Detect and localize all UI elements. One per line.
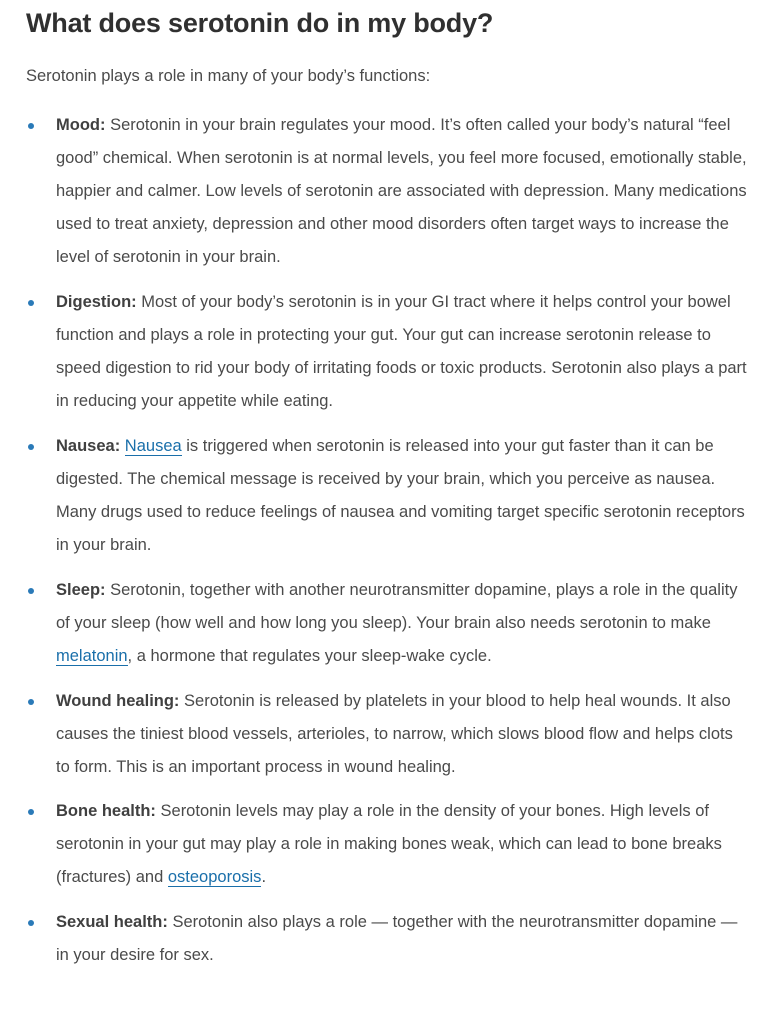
bullet-icon xyxy=(28,444,34,450)
bullet-icon xyxy=(28,123,34,129)
bullet-icon xyxy=(28,300,34,306)
page-title: What does serotonin do in my body? xyxy=(26,8,494,38)
link-nausea[interactable]: Nausea xyxy=(124,436,182,455)
bullet-icon xyxy=(28,809,34,815)
link-melatonin[interactable]: melatonin xyxy=(56,646,128,665)
list-item xyxy=(26,906,748,972)
list-item xyxy=(26,685,748,784)
list-item xyxy=(26,286,748,418)
link-osteoporosis[interactable]: osteoporosis xyxy=(167,868,262,887)
item-term: Bone health: xyxy=(56,802,156,821)
item-text-after: , a hormone that regulates your sleep-wake cycle. xyxy=(127,646,492,665)
functions-list xyxy=(26,109,757,972)
item-text: Serotonin also plays a role — together with the neurotransmitter dopamine — in your desire for sex. xyxy=(56,913,738,965)
item-text: Serotonin, together with another neurotransmitter dopamine, plays a role in the quality of your sleep (how well and how long you sleep). Your brain also needs serotonin to make xyxy=(56,580,738,632)
list-item xyxy=(26,109,748,274)
item-term: Mood: xyxy=(56,116,106,134)
item-text: Serotonin in your brain regulates your mood. It’s often called your body’s natural “feel good” chemical. When serotonin is at normal levels, you feel more focused, emotionally stable, happier and calmer. Low levels of serotonin are associated with depression. Many medications used to treat anxiety, depression and other mood disorders often target ways to increase the level of serotonin in your brain. xyxy=(56,116,747,267)
list-item xyxy=(26,574,748,673)
item-term: Wound healing: xyxy=(56,691,180,710)
item-term: Sexual health: xyxy=(56,913,168,932)
list-item xyxy=(26,795,748,894)
bullet-icon xyxy=(28,920,34,926)
list-item xyxy=(26,430,748,562)
item-text: Most of your body’s serotonin is in your GI tract where it helps control your bowel function and plays a role in protecting your gut. Your gut can increase serotonin release to speed digestion to rid your body of irritating foods or toxic products. Serotonin also plays a part in reducing your appetite while eating. xyxy=(56,292,747,411)
intro-paragraph: Serotonin plays a role in many of your body’s functions: xyxy=(26,67,431,85)
item-text-after: is triggered when serotonin is released into your gut faster than it can be digested. The chemical message is received by your brain, which you perceive as nausea. Many drugs used to reduce feelings of nausea and vomiting target specific serotonin receptors in your brain. xyxy=(56,436,745,555)
item-text-after: . xyxy=(261,868,267,887)
item-term: Nausea: xyxy=(56,436,121,455)
item-term: Sleep: xyxy=(56,580,106,599)
bullet-icon xyxy=(28,699,34,705)
item-term: Digestion: xyxy=(56,292,137,311)
item-text: Serotonin is released by platelets in your blood to help heal wounds. It also causes the tiniest blood vessels, arterioles, to narrow, which slows blood flow and helps clots to form. This is an important process in wound healing. xyxy=(56,691,733,776)
bullet-icon xyxy=(28,588,34,594)
item-text: Serotonin levels may play a role in the density of your bones. High levels of serotonin in your gut may play a role in making bones weak, which can lead to bone breaks (fractures) and xyxy=(56,802,722,887)
